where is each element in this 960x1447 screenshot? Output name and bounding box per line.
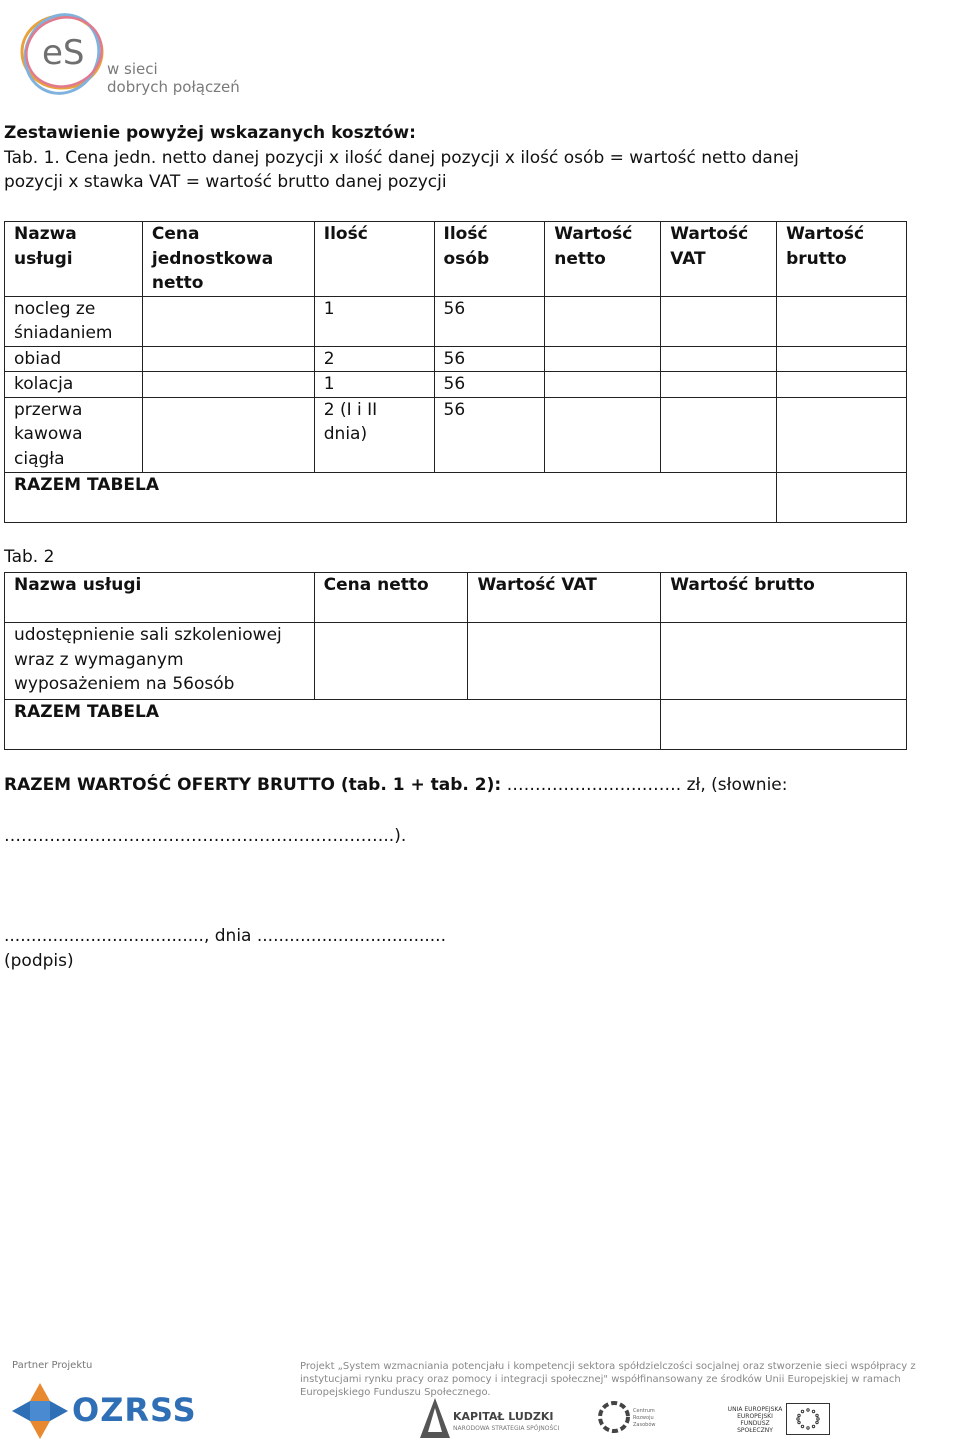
cell-gross[interactable] [777,346,907,372]
cell-net[interactable] [545,296,661,346]
cell-persons: 56 [434,296,545,346]
cell-name: udostępnienie sali szkoleniowej wraz z wymaganym wyposażeniem na 56osób [5,623,315,700]
table-total-row [5,700,907,750]
intro-heading: Zestawienie powyżej wskazanych kosztów: [4,123,416,143]
ozrss-wordmark: OZRSS [72,1391,197,1429]
col-header-unit-price: Cena jednostkowa netto [142,222,314,297]
signature-date-line: ....................................., dnia ................................... [4,926,446,946]
offer-total-words: ……………………………………………….…………..). [4,826,407,846]
total-label: RAZEM TABELA [5,472,777,522]
cell-net[interactable] [545,372,661,398]
svg-text:Zasobów: Zasobów [633,1422,656,1428]
cell-unit-price[interactable] [142,397,314,472]
kapital-ludzki-sub: NARODOWA STRATEGIA SPÓJNOŚCI [453,1425,560,1432]
cell-net[interactable] [545,346,661,372]
table-header-row [5,573,907,623]
cell-gross[interactable] [661,623,907,700]
col-header-net: Wartość netto [545,222,661,297]
cell-unit-price[interactable] [142,372,314,398]
cell-name: obiad [5,346,143,372]
cell-qty: 2 [314,346,434,372]
col-header-vat: Wartość VAT [468,573,661,623]
signature-block [4,924,446,973]
table-row [5,623,907,700]
total-gross[interactable] [777,472,907,522]
cell-vat[interactable] [661,397,777,472]
col-header-gross: Wartość brutto [661,573,907,623]
cell-persons: 56 [434,346,545,372]
table-row [5,346,907,372]
intro-formula-2: pozycji x stawka VAT = wartość brutto danej pozycji [4,172,447,192]
col-header-persons: Ilość osób [434,222,545,297]
table-header-row [5,222,907,297]
offer-total [4,775,787,795]
eu-flag-icon [786,1403,830,1435]
cell-vat[interactable] [661,372,777,398]
offer-total-fill: ……………….…..……. zł, (słownie: [501,775,788,795]
kapital-ludzki-icon [420,1398,450,1438]
cell-name: nocleg ze śniadaniem [5,296,143,346]
intro-text [4,121,944,195]
cell-gross[interactable] [777,296,907,346]
logo-brand: eS [42,33,85,73]
cell-net[interactable] [545,397,661,472]
table-row [5,296,907,346]
cell-gross[interactable] [777,372,907,398]
project-description: Projekt „System wzmacniania potencjału i kompetencji sektora spółdzielczości socjalnej oraz stworzenie sieci współpracy z instytucjami rynku pracy oraz pomocy i integracji społecznej" współfinansowany ze środków Unii Europejskiej w ramach Europejskiego Funduszu Społecznego. [300,1361,916,1398]
cell-vat[interactable] [661,346,777,372]
intro-formula-1: Tab. 1. Cena jedn. netto danej pozycji x ilość danej pozycji x ilość osób = wartość netto danej [4,147,799,168]
cell-vat[interactable] [468,623,661,700]
crzs-logo [597,1400,657,1434]
col-header-qty: Ilość [314,222,434,297]
cell-gross[interactable] [777,397,907,472]
footer-partner-label: Partner Projektu [12,1360,93,1371]
table-2-caption: Tab. 2 [4,547,55,567]
cell-name: kolacja [5,372,143,398]
col-header-name: Nazwa usługi [5,573,315,623]
table-total-row [5,472,907,522]
cost-table-2 [4,572,907,750]
table-row [5,372,907,398]
offer-total-label: RAZEM WARTOŚĆ OFERTY BRUTTO (tab. 1 + tab. 2): [4,775,502,795]
cost-table-1 [4,221,907,523]
eu-label: UNIA EUROPEJSKA EUROPEJSKI FUNDUSZ SPOŁECZNY [727,1406,783,1434]
col-header-vat: Wartość VAT [661,222,777,297]
kapital-ludzki-label: KAPITAŁ LUDZKI [453,1410,554,1423]
total-label: RAZEM TABELA [5,700,661,750]
cell-persons: 56 [434,397,545,472]
total-gross[interactable] [661,700,907,750]
col-header-name: Nazwa usługi [5,222,143,297]
cell-vat[interactable] [661,296,777,346]
cell-net[interactable] [314,623,468,700]
signature-label: (podpis) [4,950,74,971]
cell-unit-price[interactable] [142,346,314,372]
cell-name: przerwa kawowa ciągła [5,397,143,472]
col-header-net: Cena netto [314,573,468,623]
col-header-gross: Wartość brutto [777,222,907,297]
cell-qty: 2 (I i II dnia) [314,397,434,472]
cell-unit-price[interactable] [142,296,314,346]
cell-qty: 1 [314,372,434,398]
svg-text:Centrum: Centrum [633,1408,655,1414]
svg-text:Rozwoju: Rozwoju [633,1415,654,1421]
cell-qty: 1 [314,296,434,346]
logo-tagline: w sieci dobrych połączeń [107,60,240,96]
table-row [5,397,907,472]
cell-persons: 56 [434,372,545,398]
